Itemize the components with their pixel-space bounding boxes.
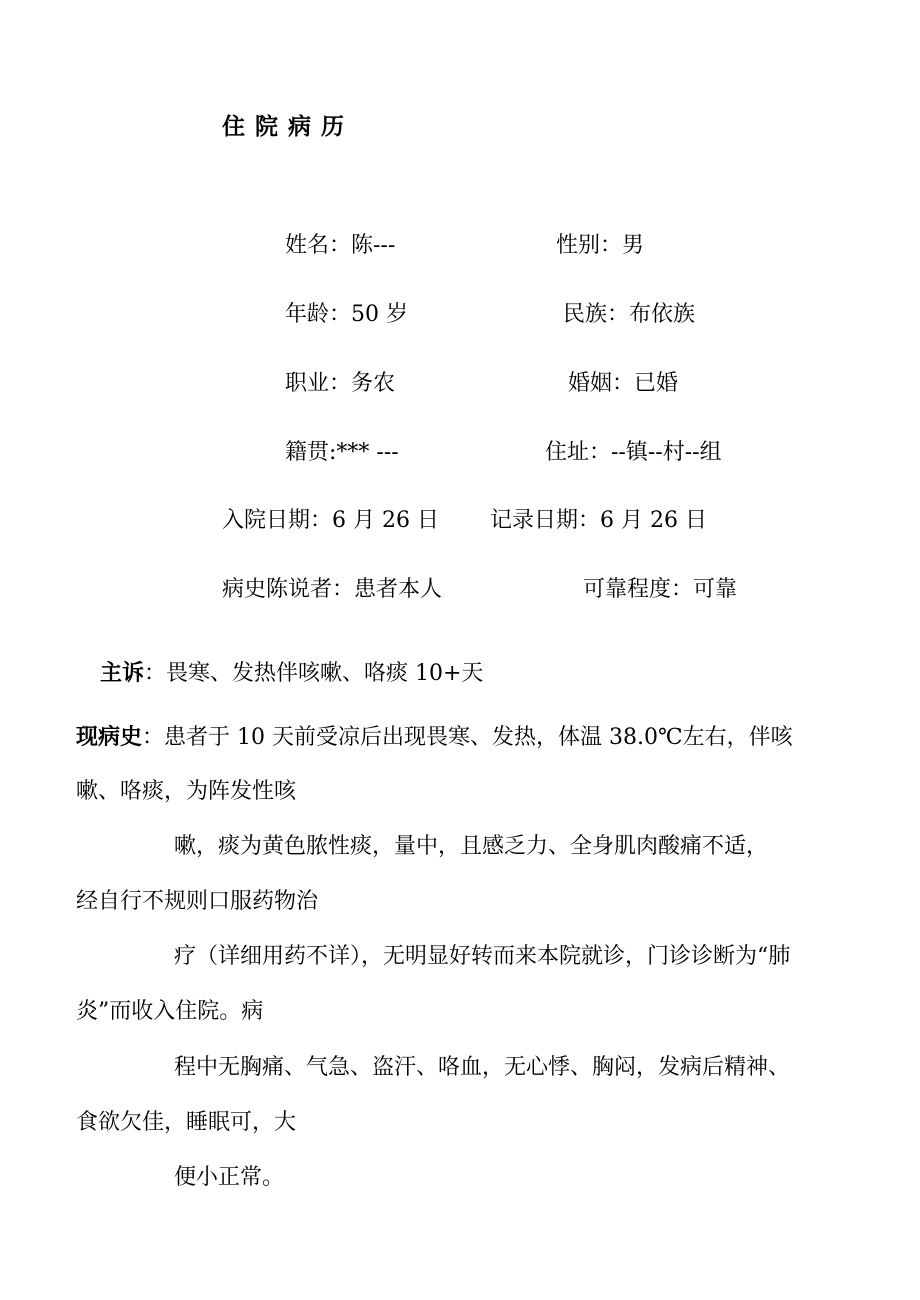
document-title: 住院病历 <box>222 113 354 140</box>
patient-sex: 性别：男 <box>556 233 645 258</box>
present-illness-line-6: 炎”而收入住院。病 <box>76 999 264 1024</box>
chief-complaint-label: 主诉 <box>100 660 145 686</box>
patient-age: 年龄：50 岁 <box>285 302 408 327</box>
present-illness-line-7: 程中无胸痛、气急、盗汗、咯血，无心悸、胸闷，发病后精神、 <box>174 1055 791 1080</box>
present-illness-line-5: 疗（详细用药不详），无明显好转而来本院就诊，门诊诊断为“肺 <box>174 944 791 969</box>
patient-ethnicity: 民族：布依族 <box>563 302 696 327</box>
present-illness-line-1 <box>76 723 793 752</box>
patient-name: 姓名：陈--- <box>285 233 396 258</box>
admission-date: 入院日期：6 月 26 日 <box>222 508 439 533</box>
patient-occupation: 职业：务农 <box>285 371 396 396</box>
present-illness-line-3: 嗽，痰为黄色脓性痰，量中，且感乏力、全身肌肉酸痛不适， <box>174 834 769 859</box>
present-illness-line-4: 经自行不规则口服药物治 <box>76 889 319 914</box>
present-illness-label: 现病史 <box>76 724 143 750</box>
chief-complaint <box>100 659 483 688</box>
present-illness-text-1: ：患者于 10 天前受凉后出现畏寒、发热，体温 38.0℃左右，伴咳 <box>142 725 793 750</box>
present-illness-line-8: 食欲欠佳，睡眠可，大 <box>76 1110 297 1135</box>
history-narrator: 病史陈说者：患者本人 <box>222 577 443 602</box>
present-illness-line-2: 嗽、咯痰，为阵发性咳 <box>76 779 297 804</box>
patient-native-place: 籍贯:*** --- <box>285 440 399 465</box>
present-illness-line-9: 便小正常。 <box>174 1165 285 1190</box>
patient-address: 住址：--镇--村--组 <box>545 440 722 465</box>
history-reliability: 可靠程度：可靠 <box>583 577 738 602</box>
chief-complaint-text: ：畏寒、发热伴咳嗽、咯痰 10+天 <box>144 661 484 686</box>
patient-marital-status: 婚姻：已婚 <box>568 371 679 396</box>
record-date: 记录日期：6 月 26 日 <box>490 508 707 533</box>
